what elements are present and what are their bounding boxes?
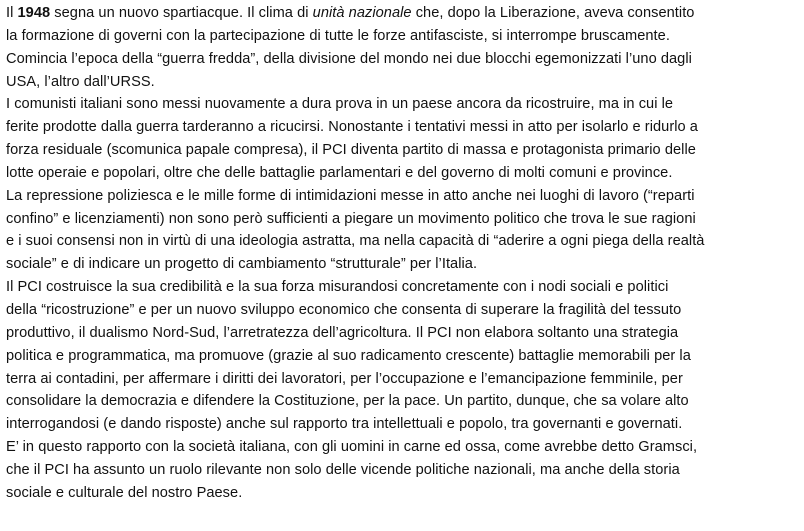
text-run: Il [6,5,18,21]
paragraph-conclusion [6,436,796,505]
text-line [6,2,796,25]
text-line: ferite prodotte dalla guerra tarderanno a ricucirsi. Nonostante i tentativi messi in atto per isolarlo e ridurlo a [6,119,698,136]
text-line: sociale e culturale del nostro Paese. [6,484,243,501]
paragraph-1948-intro [6,2,796,93]
text-line: sociale” e di indicare un progetto di cambiamento “strutturale” per l’Italia. [6,256,478,273]
text-line: la formazione di governi con la partecipazione di tutte le forze antifasciste, si interrompe bruscamente. [6,27,670,44]
text-line: terra ai contadini, per affermare i diritti dei lavoratori, per l’occupazione e l’emancipazione femminile, per [6,370,683,387]
text-line: e i suoi consensi non in virtù di una ideologia astratta, ma nella capacità di “aderire a ogni piega della realtà [6,233,705,250]
text-line: Il PCI costruisce la sua credibilità e la sua forza misurandosi concretamente con i nodi sociali e politici [6,279,669,296]
text-line: confino” e licenziamenti) non sono però sufficienti a piegare un movimento politico che trova le sue ragioni [6,210,696,227]
text-run: che, dopo la Liberazione, aveva consentito [411,5,695,21]
text-line: produttivo, il dualismo Nord-Sud, l’arretratezza dell’agricoltura. Il PCI non elabora soltanto una strategia [6,324,679,341]
text-line: che il PCI ha assunto un ruolo rilevante non solo delle vicende politiche nazionali, ma anche della storia [6,461,680,478]
text-line: lotte operaie e popolari, oltre che delle battaglie parlamentari e del governo di molti comuni e province. [6,164,673,181]
text-line: E’ in questo rapporto con la società italiana, con gli uomini in carne ed ossa, come avrebbe detto Gramsci, [6,439,698,456]
text-run: segna un nuovo spartiacque. Il clima di [50,5,313,21]
year-highlight: 1948 [17,5,51,21]
paragraph-repression [6,185,796,276]
text-line: politica e programmatica, ma promuove (grazie al suo radicamento crescente) battaglie memorabili per la [6,347,691,364]
text-line: La repressione poliziesca e le mille forme di intimidazioni messe in atto anche nei luoghi di lavoro (“reparti [6,187,695,204]
text-line: forza residuale (scomunica papale compresa), il PCI diventa partito di massa e protagonista primario delle [6,142,696,159]
text-line: consolidare la democrazia e difendere la Costituzione, per la pace. Un partito, dunque, che sa volare alto [6,393,689,410]
text-line: I comunisti italiani sono messi nuovamente a dura prova in un paese ancora da ricostruire, ma in cui le [6,96,674,113]
text-line: USA, l’altro dall’URSS. [6,73,155,90]
paragraph-credibility [6,276,796,436]
text-line: della “ricostruzione” e per un nuovo sviluppo economico che consenta di superare la fragilità del tessuto [6,301,682,318]
italic-term: unità nazionale [312,5,412,21]
text-line: Comincia l’epoca della “guerra fredda”, della divisione del mondo nei due blocchi egemonizzati l’uno dagli [6,50,692,67]
paragraph-communists [6,93,796,184]
text-line: interrogandosi (e dando risposte) anche sul rapporto tra intellettuali e popolo, tra governanti e governati. [6,416,683,433]
